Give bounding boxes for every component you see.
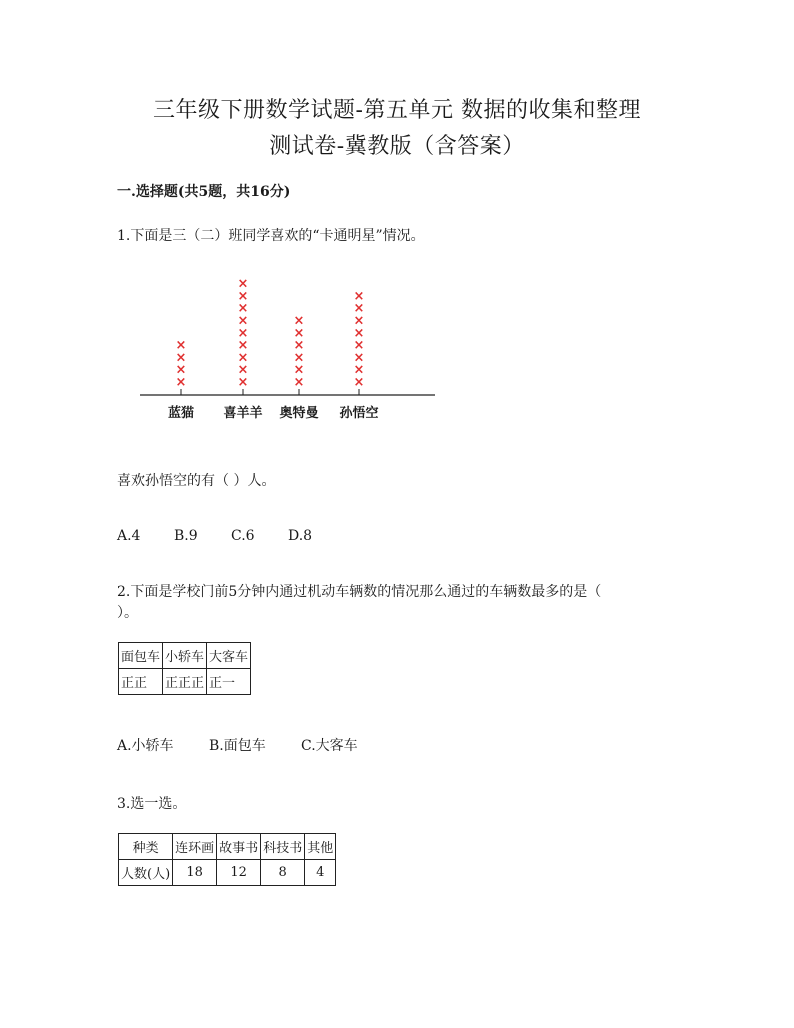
chart-mark: ×	[353, 313, 365, 329]
q1-option-c[interactable]: C.6	[231, 528, 255, 544]
q3-stem: 3.选一选。	[117, 796, 187, 812]
chart-mark: ×	[237, 288, 249, 304]
table-cell: 小轿车	[163, 643, 207, 669]
table-cell: 面包车	[119, 643, 163, 669]
table-cell: 12	[217, 860, 261, 886]
chart-mark: ×	[293, 338, 305, 354]
table-cell: 种类	[119, 834, 173, 860]
chart-mark: ×	[237, 301, 249, 317]
chart-mark: ×	[237, 338, 249, 354]
q1-option-b[interactable]: B.9	[174, 528, 198, 544]
chart-mark: ×	[293, 350, 305, 366]
q2-option-c[interactable]: C.大客车	[301, 738, 358, 754]
table-cell: 大客车	[207, 643, 251, 669]
q2-tally-table	[118, 642, 251, 695]
chart-mark: ×	[175, 375, 187, 390]
table-cell: 4	[305, 860, 336, 886]
chart-mark: ×	[353, 325, 365, 341]
chart-mark: ×	[353, 338, 365, 354]
table-cell: 故事书	[217, 834, 261, 860]
table-cell: 正正	[119, 669, 163, 695]
page-title-line1: 三年级下册数学试题-第五单元 数据的收集和整理	[153, 98, 641, 123]
table-cell: 8	[261, 860, 305, 886]
table-cell: 正正正	[163, 669, 207, 695]
q1-option-a[interactable]: A.4	[117, 528, 141, 544]
chart-mark: ×	[237, 362, 249, 378]
chart-category-label: 蓝猫	[167, 406, 195, 421]
chart-mark: ×	[293, 362, 305, 378]
chart-mark: ×	[353, 375, 365, 390]
chart-mark: ×	[237, 350, 249, 366]
chart-category-label: 孙悟空	[339, 406, 379, 421]
q1-stem: 1.下面是三（二）班同学喜欢的“卡通明星”情况。	[117, 228, 425, 244]
chart-mark: ×	[293, 313, 305, 329]
chart-category-label: 奥特曼	[279, 406, 319, 421]
chart-mark: ×	[237, 325, 249, 341]
table-header-row	[119, 643, 251, 669]
table-cell: 科技书	[261, 834, 305, 860]
table-row	[119, 669, 251, 695]
chart-mark: ×	[353, 362, 365, 378]
chart-mark: ×	[293, 375, 305, 390]
table-cell: 18	[173, 860, 217, 886]
chart-mark: ×	[293, 325, 305, 341]
chart-mark: ×	[175, 338, 187, 354]
q3-data-table	[118, 833, 336, 886]
table-cell: 其他	[305, 834, 336, 860]
table-cell: 人数(人)	[119, 860, 173, 886]
q1-question: 喜欢孙悟空的有（ ）人。	[117, 473, 276, 489]
table-cell: 正一	[207, 669, 251, 695]
chart-mark: ×	[237, 276, 249, 292]
pictograph-chart	[135, 275, 440, 425]
chart-mark: ×	[353, 288, 365, 304]
page-title-line2: 测试卷-冀教版（含答案）	[269, 134, 525, 159]
q2-option-b[interactable]: B.面包车	[209, 738, 266, 754]
table-cell: 连环画	[173, 834, 217, 860]
q1-option-d[interactable]: D.8	[288, 528, 313, 544]
table-row	[119, 860, 336, 886]
chart-mark: ×	[353, 301, 365, 317]
q2-stem-line2: ）。	[117, 605, 138, 621]
q2-option-a[interactable]: A.小轿车	[117, 738, 174, 754]
q2-stem-line1: 2.下面是学校门前5分钟内通过机动车辆数的情况那么通过的车辆数最多的是（	[117, 584, 602, 600]
chart-category-label: 喜羊羊	[223, 406, 263, 421]
chart-mark: ×	[237, 313, 249, 329]
chart-mark: ×	[175, 350, 187, 366]
chart-mark: ×	[237, 375, 249, 390]
chart-mark: ×	[175, 362, 187, 378]
chart-mark: ×	[353, 350, 365, 366]
section-heading: 一.选择题(共5题，共16分)	[117, 184, 291, 200]
table-header-row	[119, 834, 336, 860]
